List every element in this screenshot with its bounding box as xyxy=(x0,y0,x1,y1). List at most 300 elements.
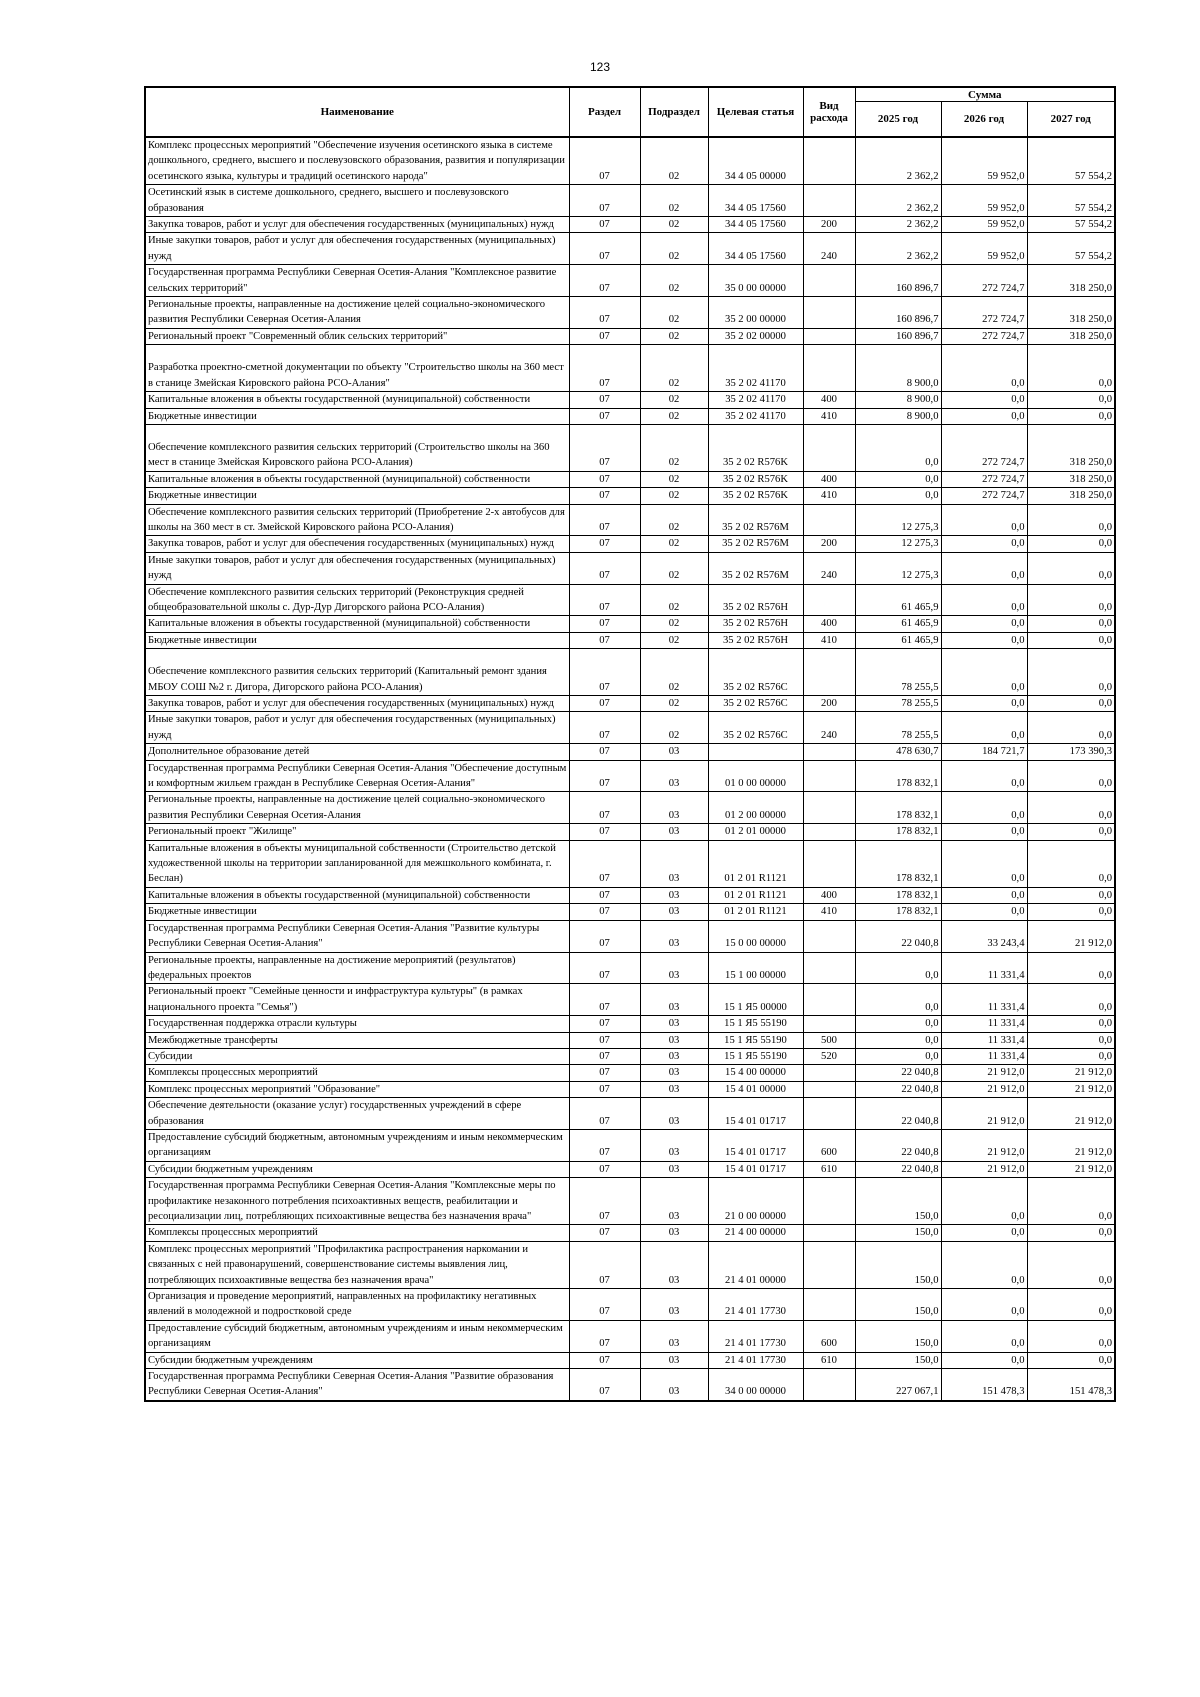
table-row xyxy=(145,1048,1115,1064)
row-csr: 15 1 Я5 55190 xyxy=(708,1016,803,1032)
budget-table xyxy=(144,86,1116,1402)
row-2026: 272 724,7 xyxy=(941,488,1027,504)
row-2027: 57 554,2 xyxy=(1027,185,1115,217)
row-2025: 22 040,8 xyxy=(855,1065,941,1081)
row-podrazdel: 03 xyxy=(640,1081,708,1097)
row-2026: 11 331,4 xyxy=(941,984,1027,1016)
row-razdel: 07 xyxy=(569,1032,640,1048)
row-2025: 0,0 xyxy=(855,1016,941,1032)
row-name: Субсидии бюджетным учреждениям xyxy=(145,1161,569,1177)
row-name: Дополнительное образование детей xyxy=(145,744,569,760)
row-razdel: 07 xyxy=(569,1129,640,1161)
row-2025: 227 067,1 xyxy=(855,1369,941,1401)
row-2025: 0,0 xyxy=(855,471,941,487)
row-csr: 35 2 02 R576H xyxy=(708,584,803,616)
row-2026: 21 912,0 xyxy=(941,1129,1027,1161)
row-podrazdel: 02 xyxy=(640,504,708,536)
row-razdel: 07 xyxy=(569,408,640,424)
row-csr: 34 4 05 17560 xyxy=(708,233,803,265)
row-2025: 61 465,9 xyxy=(855,632,941,648)
row-csr: 15 4 01 01717 xyxy=(708,1098,803,1130)
row-podrazdel: 03 xyxy=(640,1225,708,1241)
table-row xyxy=(145,792,1115,824)
row-razdel: 07 xyxy=(569,345,640,392)
row-vr xyxy=(803,345,855,392)
row-name: Комплексы процессных мероприятий xyxy=(145,1065,569,1081)
row-2025: 150,0 xyxy=(855,1320,941,1352)
row-vr: 410 xyxy=(803,488,855,504)
row-2026: 0,0 xyxy=(941,1225,1027,1241)
row-2027: 0,0 xyxy=(1027,616,1115,632)
row-razdel: 07 xyxy=(569,217,640,233)
row-vr xyxy=(803,984,855,1016)
row-podrazdel: 02 xyxy=(640,616,708,632)
row-2027: 0,0 xyxy=(1027,1178,1115,1225)
row-2025: 0,0 xyxy=(855,1032,941,1048)
row-2027: 57 554,2 xyxy=(1027,137,1115,185)
table-row xyxy=(145,984,1115,1016)
table-row xyxy=(145,584,1115,616)
row-podrazdel: 03 xyxy=(640,1369,708,1401)
row-2026: 0,0 xyxy=(941,712,1027,744)
table-row xyxy=(145,1098,1115,1130)
row-name: Государственная программа Республики Северная Осетия-Алания "Комплексные меры по профилактике незаконного потребления психоактивных веществ, реабилитации и ресоциализации лиц, потребляющих психоактивные вещества без назначения врача" xyxy=(145,1178,569,1225)
row-2025: 0,0 xyxy=(855,952,941,984)
row-name: Региональный проект "Жилище" xyxy=(145,824,569,840)
row-2025: 160 896,7 xyxy=(855,328,941,344)
table-row xyxy=(145,649,1115,696)
row-vr: 200 xyxy=(803,217,855,233)
row-2027: 0,0 xyxy=(1027,792,1115,824)
row-vr xyxy=(803,760,855,792)
row-vr xyxy=(803,1225,855,1241)
row-csr: 01 2 01 R1121 xyxy=(708,840,803,887)
row-2025: 78 255,5 xyxy=(855,696,941,712)
row-vr: 600 xyxy=(803,1320,855,1352)
row-2027: 57 554,2 xyxy=(1027,217,1115,233)
row-name: Капитальные вложения в объекты государственной (муниципальной) собственности xyxy=(145,392,569,408)
row-podrazdel: 02 xyxy=(640,217,708,233)
table-row xyxy=(145,1241,1115,1288)
table-row xyxy=(145,392,1115,408)
row-2025: 22 040,8 xyxy=(855,1161,941,1177)
row-podrazdel: 02 xyxy=(640,408,708,424)
row-vr xyxy=(803,297,855,329)
row-2027: 0,0 xyxy=(1027,1320,1115,1352)
row-vr xyxy=(803,1178,855,1225)
row-podrazdel: 03 xyxy=(640,760,708,792)
row-podrazdel: 02 xyxy=(640,328,708,344)
row-2027: 21 912,0 xyxy=(1027,1065,1115,1081)
row-razdel: 07 xyxy=(569,584,640,616)
row-csr: 35 2 02 R576K xyxy=(708,424,803,471)
row-2026: 151 478,3 xyxy=(941,1369,1027,1401)
row-razdel: 07 xyxy=(569,904,640,920)
header-razdel: Раздел xyxy=(569,87,640,137)
row-2027: 0,0 xyxy=(1027,1048,1115,1064)
table-row xyxy=(145,952,1115,984)
row-csr: 35 2 02 00000 xyxy=(708,328,803,344)
row-razdel: 07 xyxy=(569,952,640,984)
row-2027: 0,0 xyxy=(1027,649,1115,696)
row-2026: 59 952,0 xyxy=(941,185,1027,217)
row-razdel: 07 xyxy=(569,185,640,217)
row-vr: 240 xyxy=(803,233,855,265)
row-2026: 11 331,4 xyxy=(941,1032,1027,1048)
table-row xyxy=(145,471,1115,487)
row-2026: 59 952,0 xyxy=(941,217,1027,233)
row-csr: 34 4 05 00000 xyxy=(708,137,803,185)
row-2027: 21 912,0 xyxy=(1027,1161,1115,1177)
row-vr: 240 xyxy=(803,552,855,584)
row-csr: 35 2 02 R576M xyxy=(708,504,803,536)
row-name: Государственная поддержка отрасли культуры xyxy=(145,1016,569,1032)
row-csr: 35 2 02 R576M xyxy=(708,536,803,552)
row-csr: 35 2 02 R576K xyxy=(708,471,803,487)
table-row xyxy=(145,217,1115,233)
row-csr: 35 2 00 00000 xyxy=(708,297,803,329)
row-2026: 184 721,7 xyxy=(941,744,1027,760)
row-2026: 272 724,7 xyxy=(941,297,1027,329)
row-2025: 478 630,7 xyxy=(855,744,941,760)
row-razdel: 07 xyxy=(569,1369,640,1401)
row-name: Бюджетные инвестиции xyxy=(145,408,569,424)
row-razdel: 07 xyxy=(569,1161,640,1177)
table-row xyxy=(145,1225,1115,1241)
table-row xyxy=(145,712,1115,744)
row-podrazdel: 02 xyxy=(640,649,708,696)
row-2025: 22 040,8 xyxy=(855,1098,941,1130)
row-podrazdel: 03 xyxy=(640,920,708,952)
row-vr: 500 xyxy=(803,1032,855,1048)
row-name: Комплекс процессных мероприятий "Образование" xyxy=(145,1081,569,1097)
row-2027: 21 912,0 xyxy=(1027,1098,1115,1130)
row-vr: 200 xyxy=(803,536,855,552)
row-razdel: 07 xyxy=(569,137,640,185)
row-2026: 0,0 xyxy=(941,696,1027,712)
row-csr: 35 2 02 41170 xyxy=(708,345,803,392)
row-vr xyxy=(803,584,855,616)
row-vr: 610 xyxy=(803,1352,855,1368)
row-2025: 178 832,1 xyxy=(855,792,941,824)
row-razdel: 07 xyxy=(569,1320,640,1352)
header-2026: 2026 год xyxy=(941,102,1027,138)
row-2025: 150,0 xyxy=(855,1289,941,1321)
row-2026: 11 331,4 xyxy=(941,952,1027,984)
row-csr: 35 2 02 41170 xyxy=(708,392,803,408)
row-csr: 35 2 02 41170 xyxy=(708,408,803,424)
row-razdel: 07 xyxy=(569,824,640,840)
row-name: Предоставление субсидий бюджетным, автономным учреждениям и иным некоммерческим организациям xyxy=(145,1320,569,1352)
header-vr: Вид расхода xyxy=(803,87,855,137)
row-vr xyxy=(803,792,855,824)
row-csr xyxy=(708,744,803,760)
row-csr: 21 4 00 00000 xyxy=(708,1225,803,1241)
row-2026: 0,0 xyxy=(941,1289,1027,1321)
table-row xyxy=(145,137,1115,185)
row-2025: 2 362,2 xyxy=(855,233,941,265)
row-2026: 272 724,7 xyxy=(941,265,1027,297)
row-podrazdel: 03 xyxy=(640,744,708,760)
row-2027: 57 554,2 xyxy=(1027,233,1115,265)
row-2027: 0,0 xyxy=(1027,1016,1115,1032)
table-body xyxy=(145,137,1115,1401)
row-razdel: 07 xyxy=(569,1352,640,1368)
row-vr xyxy=(803,952,855,984)
row-name: Государственная программа Республики Северная Осетия-Алания "Развитие образования Республики Северная Осетия-Алания" xyxy=(145,1369,569,1401)
row-2025: 8 900,0 xyxy=(855,345,941,392)
row-2026: 59 952,0 xyxy=(941,233,1027,265)
table-row xyxy=(145,233,1115,265)
row-name: Комплексы процессных мероприятий xyxy=(145,1225,569,1241)
row-name: Государственная программа Республики Северная Осетия-Алания "Развитие культуры Республики Северная Осетия-Алания" xyxy=(145,920,569,952)
row-podrazdel: 03 xyxy=(640,792,708,824)
row-vr xyxy=(803,328,855,344)
row-csr: 21 4 01 17730 xyxy=(708,1352,803,1368)
table-row xyxy=(145,328,1115,344)
row-2027: 0,0 xyxy=(1027,824,1115,840)
row-vr xyxy=(803,1369,855,1401)
row-2027: 0,0 xyxy=(1027,904,1115,920)
row-2026: 272 724,7 xyxy=(941,471,1027,487)
row-csr: 35 2 02 R576H xyxy=(708,632,803,648)
row-2027: 0,0 xyxy=(1027,712,1115,744)
row-2027: 318 250,0 xyxy=(1027,471,1115,487)
row-2026: 0,0 xyxy=(941,632,1027,648)
row-razdel: 07 xyxy=(569,392,640,408)
row-2025: 160 896,7 xyxy=(855,297,941,329)
row-2026: 0,0 xyxy=(941,536,1027,552)
row-csr: 15 1 Я5 55190 xyxy=(708,1048,803,1064)
row-vr xyxy=(803,265,855,297)
row-2025: 150,0 xyxy=(855,1178,941,1225)
table-row xyxy=(145,760,1115,792)
header-2027: 2027 год xyxy=(1027,102,1115,138)
row-razdel: 07 xyxy=(569,887,640,903)
row-2025: 2 362,2 xyxy=(855,185,941,217)
row-name: Капитальные вложения в объекты государственной (муниципальной) собственности xyxy=(145,887,569,903)
row-name: Осетинский язык в системе дошкольного, среднего, высшего и послевузовского образования xyxy=(145,185,569,217)
row-name: Межбюджетные трансферты xyxy=(145,1032,569,1048)
row-name: Капитальные вложения в объекты государственной (муниципальной) собственности xyxy=(145,471,569,487)
row-2025: 22 040,8 xyxy=(855,1081,941,1097)
row-vr xyxy=(803,424,855,471)
row-podrazdel: 03 xyxy=(640,984,708,1016)
header-2025: 2025 год xyxy=(855,102,941,138)
row-2026: 0,0 xyxy=(941,408,1027,424)
row-razdel: 07 xyxy=(569,488,640,504)
row-csr: 01 2 01 00000 xyxy=(708,824,803,840)
row-csr: 35 2 02 R576M xyxy=(708,552,803,584)
row-podrazdel: 03 xyxy=(640,952,708,984)
row-podrazdel: 03 xyxy=(640,1016,708,1032)
row-2026: 21 912,0 xyxy=(941,1161,1027,1177)
row-razdel: 07 xyxy=(569,984,640,1016)
table-row xyxy=(145,297,1115,329)
row-razdel: 07 xyxy=(569,328,640,344)
table-row xyxy=(145,1032,1115,1048)
row-2026: 0,0 xyxy=(941,760,1027,792)
row-razdel: 07 xyxy=(569,760,640,792)
row-vr: 200 xyxy=(803,696,855,712)
row-podrazdel: 03 xyxy=(640,887,708,903)
row-2027: 0,0 xyxy=(1027,984,1115,1016)
row-2027: 0,0 xyxy=(1027,345,1115,392)
row-podrazdel: 02 xyxy=(640,185,708,217)
row-2026: 21 912,0 xyxy=(941,1098,1027,1130)
row-2027: 0,0 xyxy=(1027,760,1115,792)
row-2026: 21 912,0 xyxy=(941,1081,1027,1097)
row-2027: 0,0 xyxy=(1027,408,1115,424)
row-podrazdel: 03 xyxy=(640,824,708,840)
row-2026: 59 952,0 xyxy=(941,137,1027,185)
row-2027: 0,0 xyxy=(1027,632,1115,648)
row-2025: 8 900,0 xyxy=(855,408,941,424)
table-row xyxy=(145,408,1115,424)
row-2025: 22 040,8 xyxy=(855,920,941,952)
row-2027: 0,0 xyxy=(1027,1289,1115,1321)
table-row xyxy=(145,1161,1115,1177)
row-podrazdel: 03 xyxy=(640,840,708,887)
row-vr xyxy=(803,185,855,217)
row-razdel: 07 xyxy=(569,552,640,584)
row-2027: 0,0 xyxy=(1027,536,1115,552)
row-csr: 34 4 05 17560 xyxy=(708,217,803,233)
row-2025: 150,0 xyxy=(855,1241,941,1288)
row-2027: 318 250,0 xyxy=(1027,424,1115,471)
table-row xyxy=(145,1178,1115,1225)
row-razdel: 07 xyxy=(569,1065,640,1081)
row-name: Региональные проекты, направленные на достижение целей социально-экономического развития Республики Северная Осетия-Алания xyxy=(145,297,569,329)
row-2027: 0,0 xyxy=(1027,392,1115,408)
row-2026: 0,0 xyxy=(941,840,1027,887)
row-2027: 0,0 xyxy=(1027,1352,1115,1368)
row-vr xyxy=(803,840,855,887)
row-csr: 01 2 01 R1121 xyxy=(708,904,803,920)
row-2026: 0,0 xyxy=(941,1320,1027,1352)
table-header xyxy=(145,87,1115,137)
row-vr xyxy=(803,824,855,840)
row-2025: 61 465,9 xyxy=(855,616,941,632)
row-podrazdel: 03 xyxy=(640,1178,708,1225)
row-2026: 0,0 xyxy=(941,904,1027,920)
table-row xyxy=(145,840,1115,887)
table-row xyxy=(145,1352,1115,1368)
row-2025: 150,0 xyxy=(855,1352,941,1368)
row-vr: 400 xyxy=(803,392,855,408)
row-name: Субсидии xyxy=(145,1048,569,1064)
row-2026: 0,0 xyxy=(941,392,1027,408)
row-razdel: 07 xyxy=(569,233,640,265)
row-csr: 35 2 02 R576C xyxy=(708,712,803,744)
row-2026: 0,0 xyxy=(941,887,1027,903)
row-podrazdel: 02 xyxy=(640,424,708,471)
row-2026: 11 331,4 xyxy=(941,1048,1027,1064)
row-csr: 35 2 02 R576K xyxy=(708,488,803,504)
row-2027: 318 250,0 xyxy=(1027,265,1115,297)
row-csr: 15 1 Я5 00000 xyxy=(708,984,803,1016)
row-2026: 0,0 xyxy=(941,824,1027,840)
row-vr: 400 xyxy=(803,616,855,632)
header-name: Наименование xyxy=(145,87,569,137)
table-row xyxy=(145,504,1115,536)
row-2025: 2 362,2 xyxy=(855,217,941,233)
row-csr: 34 4 05 17560 xyxy=(708,185,803,217)
row-razdel: 07 xyxy=(569,632,640,648)
row-name: Иные закупки товаров, работ и услуг для обеспечения государственных (муниципальных) нужд xyxy=(145,712,569,744)
row-2025: 22 040,8 xyxy=(855,1129,941,1161)
row-podrazdel: 03 xyxy=(640,1129,708,1161)
row-csr: 35 2 02 R576C xyxy=(708,696,803,712)
table-row xyxy=(145,536,1115,552)
table-row xyxy=(145,632,1115,648)
row-2025: 160 896,7 xyxy=(855,265,941,297)
header-csr: Целевая статья xyxy=(708,87,803,137)
row-vr xyxy=(803,1289,855,1321)
row-2026: 0,0 xyxy=(941,616,1027,632)
row-vr: 520 xyxy=(803,1048,855,1064)
row-name: Иные закупки товаров, работ и услуг для обеспечения государственных (муниципальных) нужд xyxy=(145,233,569,265)
row-2027: 0,0 xyxy=(1027,1032,1115,1048)
row-vr: 240 xyxy=(803,712,855,744)
row-2027: 318 250,0 xyxy=(1027,328,1115,344)
row-csr: 34 0 00 00000 xyxy=(708,1369,803,1401)
row-2027: 151 478,3 xyxy=(1027,1369,1115,1401)
table-row xyxy=(145,887,1115,903)
table-row xyxy=(145,1369,1115,1401)
row-name: Региональный проект "Современный облик сельских территорий" xyxy=(145,328,569,344)
row-2026: 0,0 xyxy=(941,1178,1027,1225)
row-csr: 35 2 02 R576H xyxy=(708,616,803,632)
row-vr: 400 xyxy=(803,471,855,487)
row-2025: 12 275,3 xyxy=(855,536,941,552)
row-podrazdel: 03 xyxy=(640,1098,708,1130)
row-2025: 178 832,1 xyxy=(855,887,941,903)
row-name: Закупка товаров, работ и услуг для обеспечения государственных (муниципальных) нужд xyxy=(145,217,569,233)
row-podrazdel: 03 xyxy=(640,1065,708,1081)
row-2026: 0,0 xyxy=(941,345,1027,392)
row-2025: 150,0 xyxy=(855,1225,941,1241)
table-row xyxy=(145,744,1115,760)
row-podrazdel: 03 xyxy=(640,1048,708,1064)
row-podrazdel: 03 xyxy=(640,1289,708,1321)
table-row xyxy=(145,1081,1115,1097)
row-name: Обеспечение комплексного развития сельских территорий (Приобретение 2-х автобусов для школы на 360 мест в ст. Змейской Кировского района РСО-Алания) xyxy=(145,504,569,536)
row-csr: 21 4 01 00000 xyxy=(708,1241,803,1288)
row-name: Предоставление субсидий бюджетным, автономным учреждениям и иным некоммерческим организациям xyxy=(145,1129,569,1161)
row-razdel: 07 xyxy=(569,265,640,297)
row-podrazdel: 02 xyxy=(640,632,708,648)
row-name: Региональный проект "Семейные ценности и инфраструктура культуры" (в рамках национального проекта "Семья") xyxy=(145,984,569,1016)
row-podrazdel: 02 xyxy=(640,536,708,552)
row-2025: 0,0 xyxy=(855,424,941,471)
row-2026: 33 243,4 xyxy=(941,920,1027,952)
table-row xyxy=(145,1320,1115,1352)
row-2025: 2 362,2 xyxy=(855,137,941,185)
row-razdel: 07 xyxy=(569,840,640,887)
row-2027: 21 912,0 xyxy=(1027,1129,1115,1161)
row-2027: 0,0 xyxy=(1027,1241,1115,1288)
row-podrazdel: 03 xyxy=(640,1320,708,1352)
row-2026: 0,0 xyxy=(941,649,1027,696)
table-row xyxy=(145,696,1115,712)
row-csr: 15 4 01 01717 xyxy=(708,1161,803,1177)
row-csr: 35 2 02 R576C xyxy=(708,649,803,696)
row-csr: 01 2 01 R1121 xyxy=(708,887,803,903)
table-row xyxy=(145,920,1115,952)
row-csr: 15 4 01 01717 xyxy=(708,1129,803,1161)
row-podrazdel: 02 xyxy=(640,345,708,392)
